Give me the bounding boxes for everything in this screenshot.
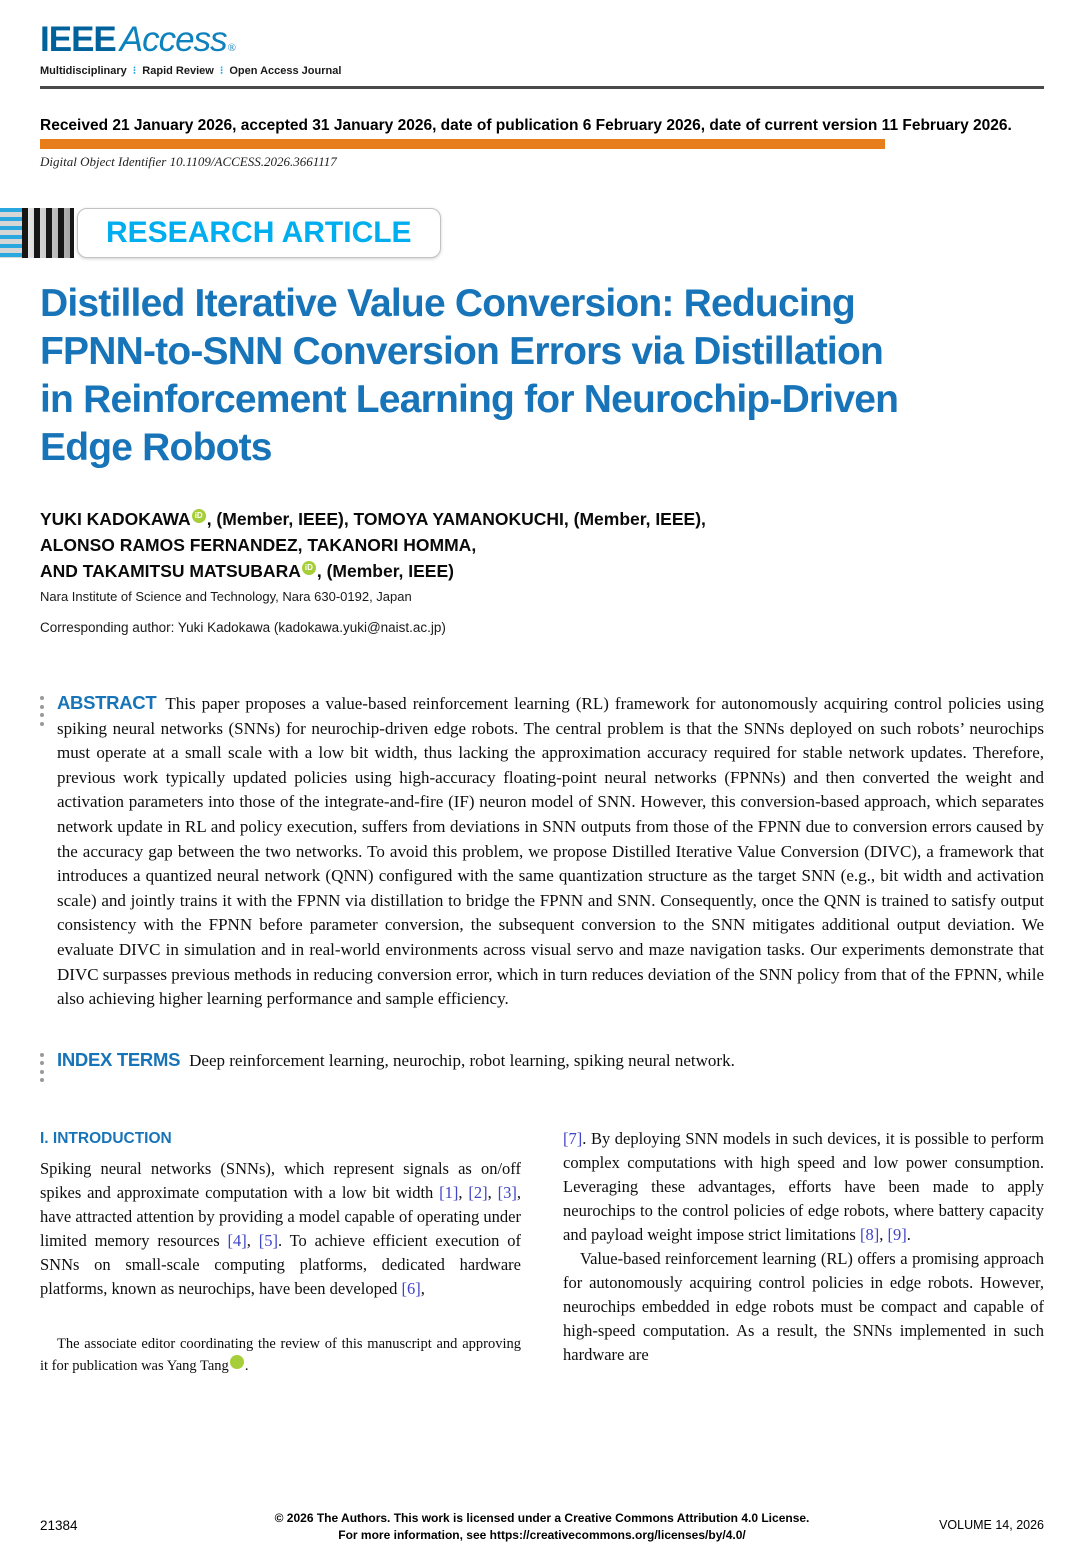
paragraph-text: Value-based reinforcement learning (RL) offers a promising approach for autonomously acquiring control policies in edge robots. However, neurochips embedded in edge robots must be compact and capable of high-speed computation. As a result, the SNNs implemented in such hardware are	[563, 1249, 1044, 1365]
article-type-label: RESEARCH ARTICLE	[106, 216, 412, 249]
citation-link[interactable]: [1]	[439, 1183, 459, 1203]
editor-footnote	[40, 1333, 521, 1377]
abstract-paragraph	[57, 691, 1044, 1012]
author-line-text: , (Member, IEEE), TOMOYA YAMANOKUCHI, (Member, IEEE),	[206, 509, 706, 529]
orcid-icon[interactable]: iD	[230, 1355, 244, 1369]
tagline-item: Rapid Review	[142, 65, 214, 77]
citation-link[interactable]: [9]	[887, 1225, 907, 1245]
abstract-section	[0, 691, 1080, 1012]
title-line: FPNN-to-SNN Conversion Errors via Distillation	[40, 330, 883, 373]
index-terms-dotted-rule	[40, 1053, 44, 1087]
orange-highlight-bar	[40, 139, 885, 149]
affiliation-line: Nara Institute of Science and Technology, Nara 630-0192, Japan	[40, 589, 412, 604]
index-terms-text: Deep reinforcement learning, neurochip, robot learning, spiking neural network.	[189, 1050, 735, 1070]
ieee-logo-text: IEEE	[40, 20, 116, 59]
right-column	[563, 1127, 1044, 1377]
paragraph-text: ,	[420, 1279, 425, 1299]
paragraph-text: . By deploying SNN models in such devices, it is possible to perform complex computations with high speed and low power consumption. Leveraging these advantages, efforts have been made to apply neurochips to the control policies of edge robots, where battery capacity and payload weight impose strict limitations	[563, 1129, 1044, 1245]
vertical-bars-decoration	[22, 208, 74, 258]
publication-dates-block	[0, 117, 1080, 170]
citation-link[interactable]: [2]	[468, 1183, 488, 1203]
citation-link[interactable]: [3]	[497, 1183, 517, 1203]
journal-tagline	[40, 64, 1044, 77]
author-line	[40, 506, 1044, 532]
citation-link[interactable]: [5]	[258, 1231, 278, 1251]
volume-label: VOLUME 14, 2026	[939, 1518, 1044, 1532]
abstract-label: ABSTRACT	[57, 692, 157, 713]
paragraph-text: .	[906, 1225, 911, 1245]
author-line	[40, 532, 1044, 558]
orcid-icon[interactable]: iD	[192, 509, 206, 523]
article-type-banner	[0, 208, 1080, 258]
title-line: in Reinforcement Learning for Neurochip-Driven	[40, 378, 899, 421]
left-column	[40, 1127, 521, 1377]
paragraph-text: ,	[879, 1225, 888, 1245]
abstract-text: This paper proposes a value-based reinforcement learning (RL) framework for autonomously acquiring control policies using spiking neural networks (SNNs) for neurochip-driven edge robots. The central problem is that the SNNs deployed on such robots’ neurochips must operate at a small scale with a low bit width, thus lacking the approximation accuracy required for stable network updates. Therefore, previous work typically updated policies using high-accuracy floating-point neural networks (FPNNs) and then converted the weight and activation parameters into those of the integrate-and-fire (IF) neuron model of SNN. However, this conversion-based approach, which separates network update in RL and policy execution, suffers from deviations in SNN outputs from those of the FPNN due to conversion errors caused by the accuracy gap between the two networks. To avoid this problem, we propose Distilled Iterative Value Conversion (DIVC), a framework that introduces a quantized neural network (QNN) configured with the same quantization structure as the target SNN (e.g., bit width and activation scale) and jointly trains it with the FPNN via distillation to bridge the FPNN and SNN. Consequently, once the QNN is trained to satisfy output consistency with the FPNN before parameter conversion, the subsequent conversion to the SNN mitigates additional output deviation. We evaluate DIVC in simulation and in real-world environments across visual servo and maze navigation tasks. Our experiments demonstrate that DIVC surpasses previous methods in reducing conversion error, which in turn reduces deviation of the SNN policy from that of the FPNN, while also achieving higher learning performance and sample efficiency.	[57, 694, 1045, 1009]
page-footer	[40, 1510, 1044, 1544]
registered-mark: ®	[227, 42, 236, 54]
citation-link[interactable]: [8]	[859, 1225, 880, 1245]
section-heading-introduction: I. INTRODUCTION	[40, 1130, 172, 1148]
paragraph-text: ,	[487, 1183, 498, 1203]
abstract-dotted-rule	[40, 696, 44, 730]
paragraph-text: , have attracted attention by providing a model capable of operating under limited memory resources	[40, 1183, 522, 1251]
tagline-item: Multidisciplinary	[40, 65, 127, 77]
page-number: 21384	[40, 1518, 78, 1533]
corresponding-author-line: Corresponding author: Yuki Kadokawa (kadokawa.yuki@naist.ac.jp)	[40, 620, 446, 635]
received-dates-line: Received 21 January 2026, accepted 31 January 2026, date of publication 6 February 2026, date of current version 11 February 2026.	[40, 117, 1012, 134]
citation-link[interactable]: [7]	[563, 1129, 583, 1149]
horizontal-stripes-decoration	[0, 208, 22, 258]
tagline-separator-icon: ⁝	[219, 65, 224, 77]
paragraph-text: . To achieve efficient execution of SNNs on small-scale computing platforms, dedicated hardware platforms, known as neurochips, have been developed	[40, 1231, 521, 1299]
author-name[interactable]: AND TAKAMITSU MATSUBARA	[40, 561, 301, 581]
author-block	[0, 506, 1080, 635]
paragraph-text: Spiking neural networks (SNNs), which represent signals as on/off spikes and approximate computation with a low bit width	[40, 1159, 521, 1203]
masthead	[0, 0, 1080, 89]
title-line: Distilled Iterative Value Conversion: Reducing	[40, 282, 855, 325]
intro-paragraph	[563, 1247, 1044, 1367]
title-line: Edge Robots	[40, 426, 272, 469]
footnote-text: The associate editor coordinating the review of this manuscript and approving it for publication was Yang Tang	[40, 1336, 521, 1375]
tagline-item: Open Access Journal	[229, 65, 342, 77]
index-terms-section	[0, 1048, 1080, 1074]
access-logo-text: Access	[119, 20, 227, 59]
article-type-badge	[77, 208, 441, 258]
license-notice	[160, 1510, 924, 1544]
intro-paragraph	[40, 1157, 521, 1301]
footnote-text: .	[244, 1358, 249, 1375]
citation-link[interactable]: [6]	[401, 1279, 421, 1299]
license-link-line[interactable]: For more information, see https://creativecommons.org/licenses/by/4.0/	[338, 1528, 746, 1542]
license-line: © 2026 The Authors. This work is licensed under a Creative Commons Attribution 4.0 License.	[274, 1511, 810, 1525]
introduction-columns	[0, 1127, 1080, 1377]
orcid-icon[interactable]: iD	[302, 561, 316, 575]
doi-line[interactable]: Digital Object Identifier 10.1109/ACCESS.2026.3661117	[40, 154, 337, 169]
paragraph-text: ,	[246, 1231, 259, 1251]
tagline-separator-icon: ⁝	[132, 65, 137, 77]
citation-link[interactable]: [4]	[227, 1231, 247, 1251]
intro-paragraph	[563, 1127, 1044, 1247]
author-line-text: , (Member, IEEE)	[316, 561, 454, 581]
index-terms-paragraph	[57, 1048, 1044, 1074]
header-divider	[40, 86, 1044, 89]
paper-title	[0, 280, 1080, 472]
author-name[interactable]: YUKI KADOKAWA	[40, 509, 191, 529]
author-line	[40, 558, 1044, 584]
author-line-text: ALONSO RAMOS FERNANDEZ, TAKANORI HOMMA,	[40, 535, 477, 555]
ieee-access-logo	[40, 20, 1044, 60]
paragraph-text: ,	[458, 1183, 469, 1203]
index-terms-label: INDEX TERMS	[57, 1048, 181, 1070]
